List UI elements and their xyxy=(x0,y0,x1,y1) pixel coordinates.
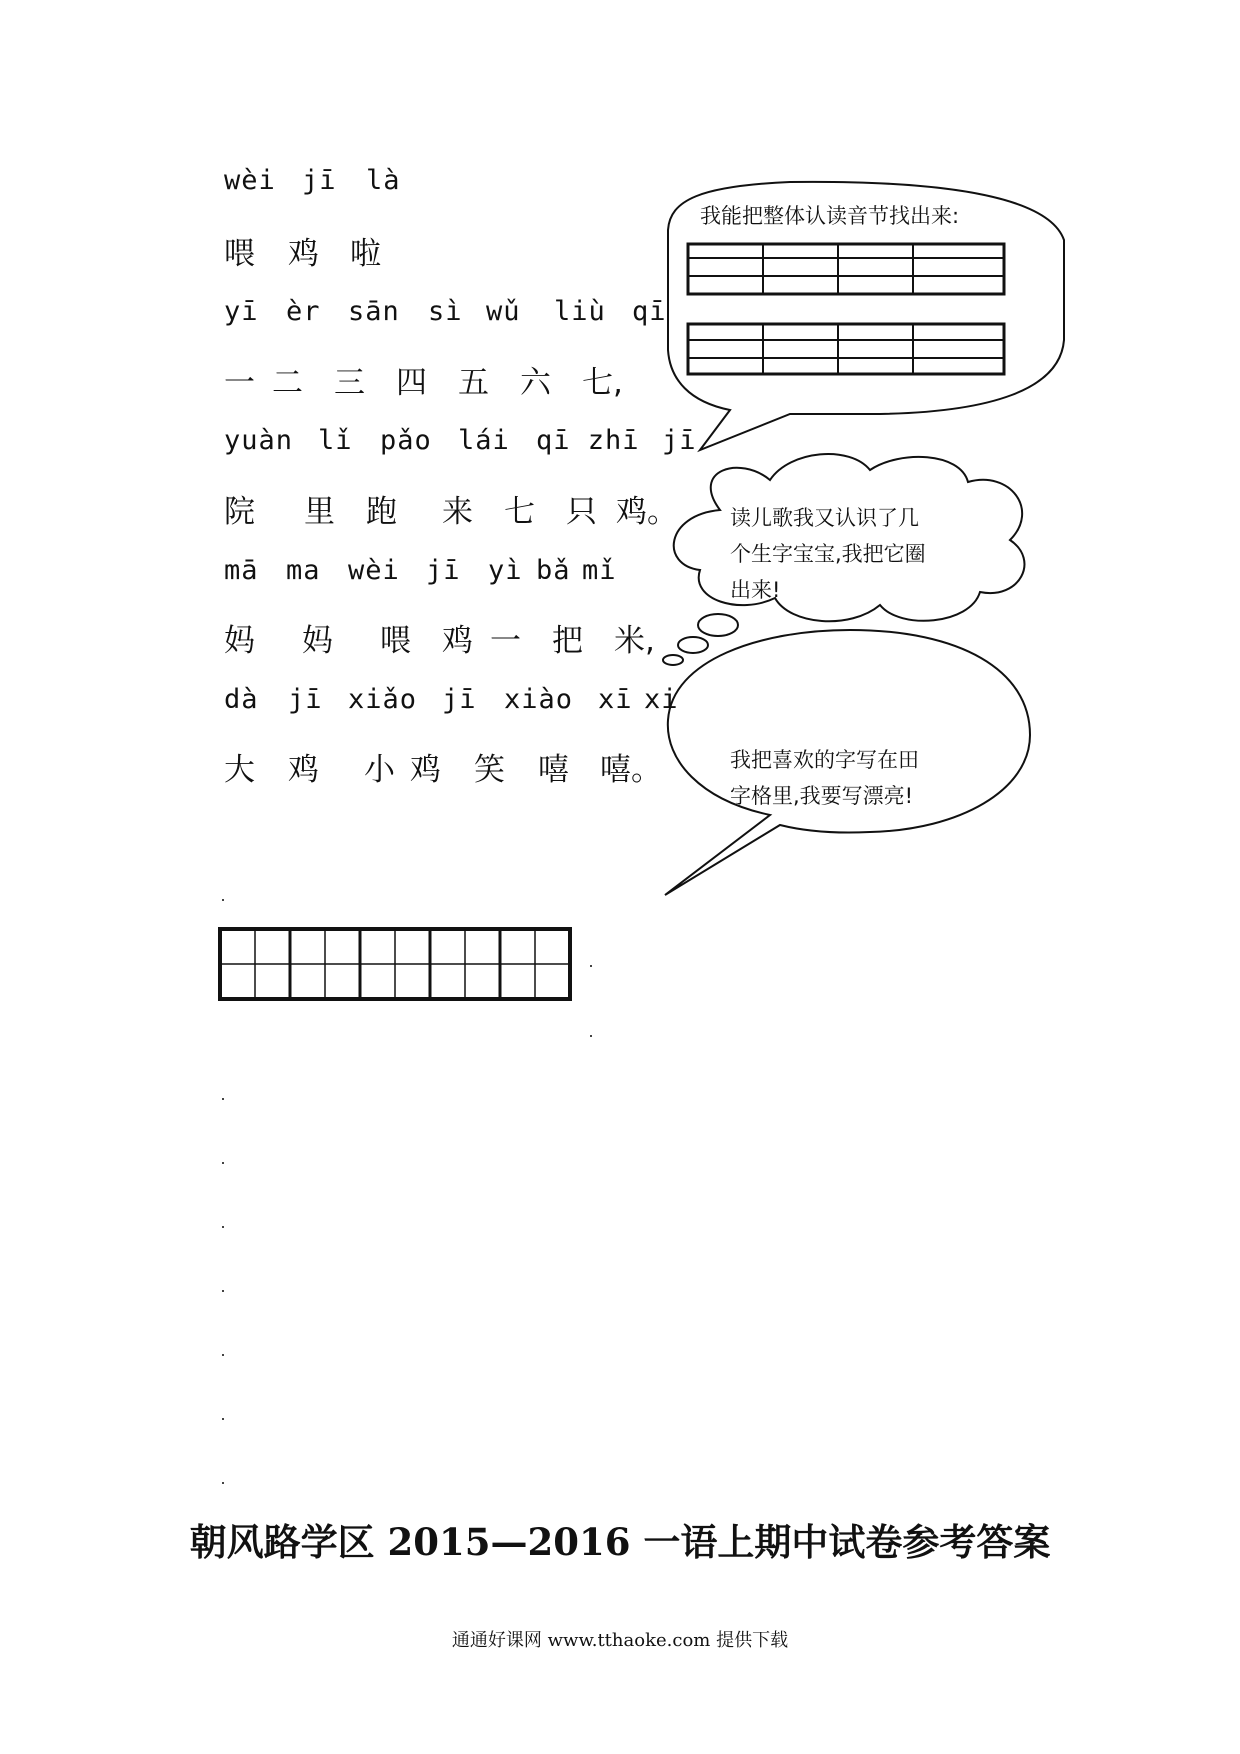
circle-bubble-text xyxy=(730,500,926,608)
stray-mark xyxy=(222,1354,224,1356)
stray-mark xyxy=(222,1098,224,1100)
hanzi-char: 二 xyxy=(272,365,303,401)
hanzi-char: 妈 xyxy=(224,623,255,659)
stray-mark xyxy=(222,1162,224,1164)
pinyin-syllable: wèi xyxy=(224,165,276,196)
stray-mark xyxy=(222,1290,224,1292)
write-bubble-line-2: 字格里,我要写漂亮! xyxy=(730,784,914,808)
pinyin-syllable: jī xyxy=(302,165,337,196)
pinyin-syllable: wèi xyxy=(348,555,400,586)
hanzi-char: 啦 xyxy=(350,236,381,272)
hanzi-char: 跑 xyxy=(366,494,397,530)
hanzi-char: 四 xyxy=(396,365,427,401)
pinyin-syllable: bǎ xyxy=(536,555,571,586)
circle-bubble-line-1: 读儿歌我又认识了几 xyxy=(730,506,919,530)
hanzi-char: 小 xyxy=(364,752,395,788)
hanzi-char: 妈 xyxy=(302,623,333,659)
pinyin-syllable: mā xyxy=(224,555,259,586)
pinyin-syllable: jī xyxy=(288,684,323,715)
pinyin-syllable: yì xyxy=(488,555,523,586)
write-bubble-line-1: 我把喜欢的字写在田 xyxy=(730,748,919,772)
hanzi-char: 喂 xyxy=(224,236,255,272)
syllable-bubble-text: 我能把整体认读音节找出来: xyxy=(700,204,960,228)
hanzi-char: 鸡 xyxy=(288,752,319,788)
hanzi-char: 六 xyxy=(520,365,551,401)
pinyin-syllable: xī xyxy=(598,684,633,715)
thought-bubble-dot-small xyxy=(663,655,683,665)
pinyin-syllable: xiào xyxy=(504,684,574,715)
hanzi-char: 鸡 xyxy=(288,236,319,272)
hanzi-char: 鸡 xyxy=(410,752,441,788)
hanzi-char: 一 xyxy=(490,623,521,659)
hanzi-char: 大 xyxy=(224,752,255,788)
hanzi-char: 鸡 xyxy=(442,623,473,659)
stray-mark xyxy=(222,1418,224,1420)
pinyin-syllable: sān xyxy=(348,296,400,327)
hanzi-char: 米, xyxy=(614,623,655,659)
syllable-table-1 xyxy=(688,244,1004,294)
pinyin-syllable: yuàn xyxy=(224,425,294,456)
hanzi-char: 三 xyxy=(334,365,365,401)
pinyin-syllable: xi xyxy=(644,684,679,715)
hanzi-char: 把 xyxy=(552,623,583,659)
pinyin-syllable: jī xyxy=(426,555,461,586)
pinyin-syllable: mǐ xyxy=(582,555,617,586)
syllable-table-2 xyxy=(688,324,1004,374)
hanzi-char: 只 xyxy=(566,494,597,530)
circle-bubble-line-3: 出来! xyxy=(730,578,781,602)
hanzi-char: 里 xyxy=(304,494,335,530)
thought-bubble-dot-large xyxy=(698,614,738,636)
hanzi-char: 嘻 xyxy=(538,752,569,788)
hanzi-char: 五 xyxy=(458,365,489,401)
hanzi-char: 来 xyxy=(442,494,473,530)
pinyin-syllable: lái xyxy=(458,425,510,456)
stray-mark xyxy=(590,1035,592,1037)
hanzi-char: 一 xyxy=(224,365,255,401)
pinyin-syllable: là xyxy=(366,165,401,196)
pinyin-syllable: qī zhī xyxy=(536,425,640,456)
stray-mark xyxy=(590,965,592,967)
pinyin-syllable: èr xyxy=(286,296,321,327)
hanzi-char: 笑 xyxy=(474,752,505,788)
stray-mark xyxy=(222,1226,224,1228)
pinyin-syllable: xiǎo xyxy=(348,684,418,715)
download-source-note: 通通好课网 www.tthaoke.com 提供下载 xyxy=(451,1630,789,1651)
pinyin-syllable: jī xyxy=(442,684,477,715)
stray-mark xyxy=(222,899,224,901)
tianzige-grid xyxy=(220,929,570,999)
pinyin-syllable: pǎo xyxy=(380,425,432,456)
pinyin-syllable: lǐ xyxy=(318,425,353,456)
pinyin-syllable: ma xyxy=(286,555,321,586)
answer-key-title: 朝风路学区 2015—2016 一语上期中试卷参考答案 xyxy=(189,1520,1051,1564)
pinyin-syllable: liù xyxy=(554,296,606,327)
hanzi-char: 七 xyxy=(504,494,535,530)
circle-bubble-line-2: 个生字宝宝,我把它圈 xyxy=(730,542,926,566)
pinyin-syllable: wǔ xyxy=(486,296,521,327)
pinyin-syllable: yī xyxy=(224,296,259,327)
pinyin-syllable: dà xyxy=(224,684,259,715)
pinyin-syllable: jī xyxy=(662,425,697,456)
hanzi-char: 院 xyxy=(224,494,255,530)
pinyin-syllable: qī xyxy=(632,296,667,327)
hanzi-char: 嘻。 xyxy=(600,752,662,788)
write-bubble-text xyxy=(730,742,919,814)
hanzi-char: 七, xyxy=(582,365,623,401)
pinyin-syllable: sì xyxy=(428,296,463,327)
thought-bubble-dot-medium xyxy=(678,637,708,653)
hanzi-char: 鸡。 xyxy=(616,494,678,530)
hanzi-char: 喂 xyxy=(380,623,411,659)
stray-mark xyxy=(222,1482,224,1484)
